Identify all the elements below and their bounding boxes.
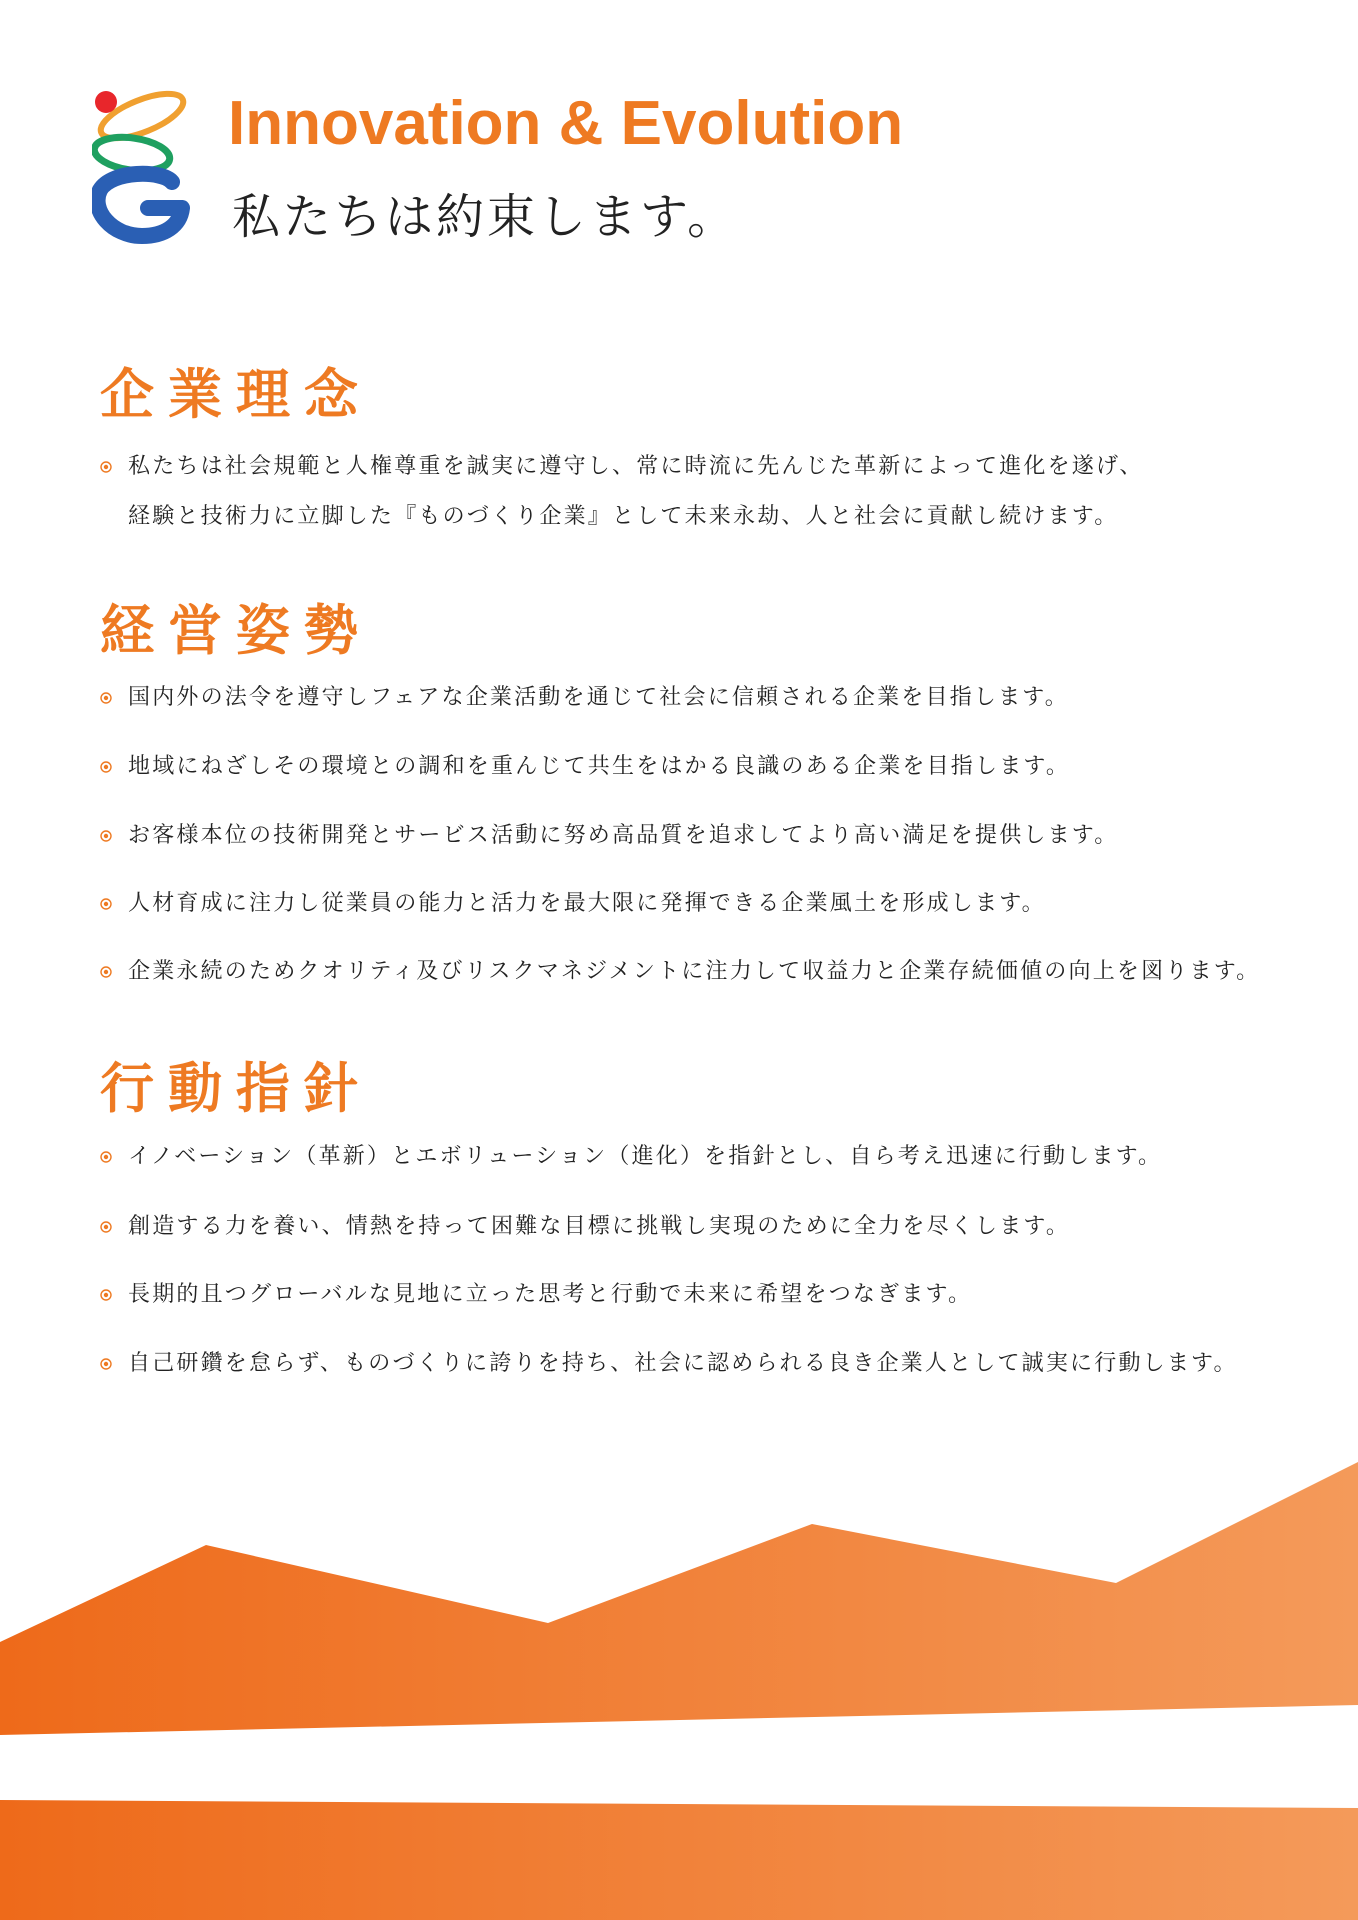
section-management — [100, 588, 1330, 1008]
philosophy-line-2: 経験と技術力に立脚した『ものづくり企業』として未来永劫、人と社会に貢献し続けます。 — [128, 504, 1119, 529]
management-item-text: 人材育成に注力し従業員の能力と活力を最大限に発揮できる企業風土を形成します。 — [128, 891, 1046, 916]
bullet-icon — [100, 966, 112, 978]
management-item-text: 企業永続のためクオリティ及びリスクマネジメントに注力して収益力と企業存続価値の向上を図ります。 — [128, 959, 1261, 984]
conduct-item-text: 自己研鑽を怠らず、ものづくりに誇りを持ち、社会に認められる良き企業人として誠実に行動します。 — [128, 1351, 1238, 1376]
tagline: Innovation & Evolution — [228, 89, 904, 158]
bullet-icon — [100, 1358, 112, 1370]
bullet-icon — [100, 461, 112, 473]
section-title-management: 経営姿勢 — [100, 599, 372, 662]
section-title-philosophy: 企業理念 — [100, 363, 372, 426]
company-logo — [92, 86, 198, 246]
bullet-icon — [100, 1221, 112, 1233]
conduct-item-text: 創造する力を養い、情熱を持って困難な目標に挑戦し実現のために全力を尽くします。 — [128, 1214, 1071, 1239]
bullet-icon — [100, 692, 112, 704]
promise-heading: 私たちは約束します。 — [232, 189, 739, 245]
bullet-icon — [100, 1289, 112, 1301]
management-item-text: 国内外の法令を遵守しフェアな企業活動を通じて社会に信頼される企業を目指します。 — [128, 685, 1069, 710]
page-header — [0, 0, 1358, 280]
conduct-item-text: イノベーション（革新）とエボリューション（進化）を指針とし、自ら考え迅速に行動します。 — [128, 1144, 1163, 1169]
bullet-icon — [100, 1151, 112, 1163]
management-item-text: 地域にねざしその環境との調和を重んじて共生をはかる良識のある企業を目指します。 — [128, 754, 1071, 779]
bullet-icon — [100, 830, 112, 842]
philosophy-line-1: 私たちは社会規範と人権尊重を誠実に遵守し、常に時流に先んじた革新によって進化を遂げ、 — [128, 454, 1144, 479]
section-conduct — [100, 1046, 1330, 1396]
conduct-item-text: 長期的且つグローバルな見地に立った思考と行動で未来に希望をつなぎます。 — [128, 1282, 973, 1307]
decorative-mountain-graphic — [0, 1440, 1358, 1920]
section-title-conduct: 行動指針 — [100, 1057, 372, 1120]
section-philosophy — [100, 352, 1330, 542]
bullet-icon — [100, 898, 112, 910]
bullet-icon — [100, 761, 112, 773]
management-item-text: お客様本位の技術開発とサービス活動に努め高品質を追求してより高い満足を提供します。 — [128, 823, 1119, 848]
